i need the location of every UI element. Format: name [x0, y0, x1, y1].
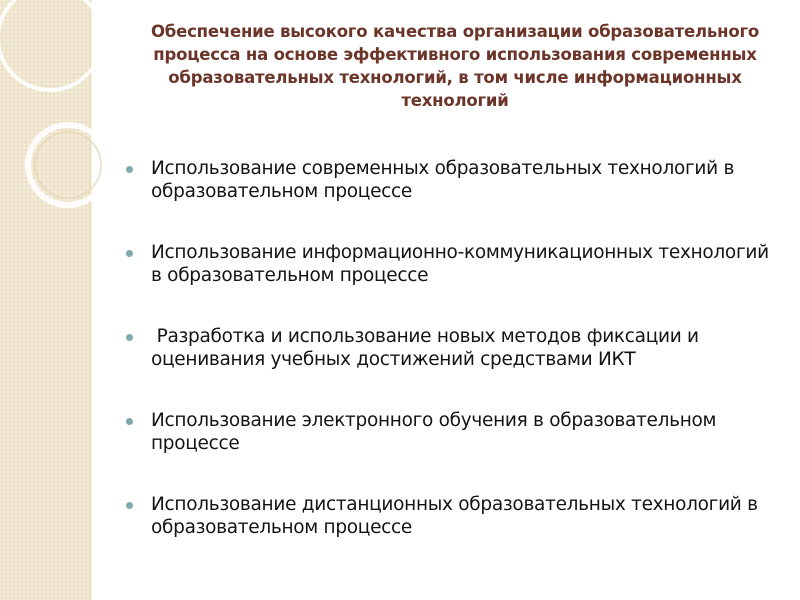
bullet-dot-icon	[126, 166, 133, 173]
bullet-text: Использование дистанционных образовательных технологий в образовательном процессе	[151, 494, 758, 538]
list-item	[124, 241, 774, 287]
bullet-text: Использование электронного обучения в образовательном процессе	[151, 410, 717, 454]
bullet-dot-icon	[126, 502, 133, 509]
bullet-dot-icon	[126, 250, 133, 257]
bullet-text: Разработка и использование новых методов фиксации и оценивания учебных достижений средствами ИКТ	[151, 326, 705, 370]
side-panel-edge	[89, 0, 92, 600]
bullet-dot-icon	[126, 418, 133, 425]
list-item	[124, 325, 774, 371]
bullet-text: Использование информационно-коммуникационных технологий в образовательном процессе	[151, 242, 769, 286]
list-item	[124, 157, 774, 203]
decorative-side-panel	[0, 0, 89, 600]
bullet-text: Использование современных образовательных технологий в образовательном процессе	[151, 158, 735, 202]
list-item	[124, 409, 774, 455]
bullet-dot-icon	[126, 334, 133, 341]
bullet-list	[124, 157, 774, 539]
slide-title: Обеспечение высокого качества организации образовательного процесса на основе эффективного использования современных образовательных технологий, в том числе информационных технологий	[150, 22, 760, 110]
list-item	[124, 493, 774, 539]
